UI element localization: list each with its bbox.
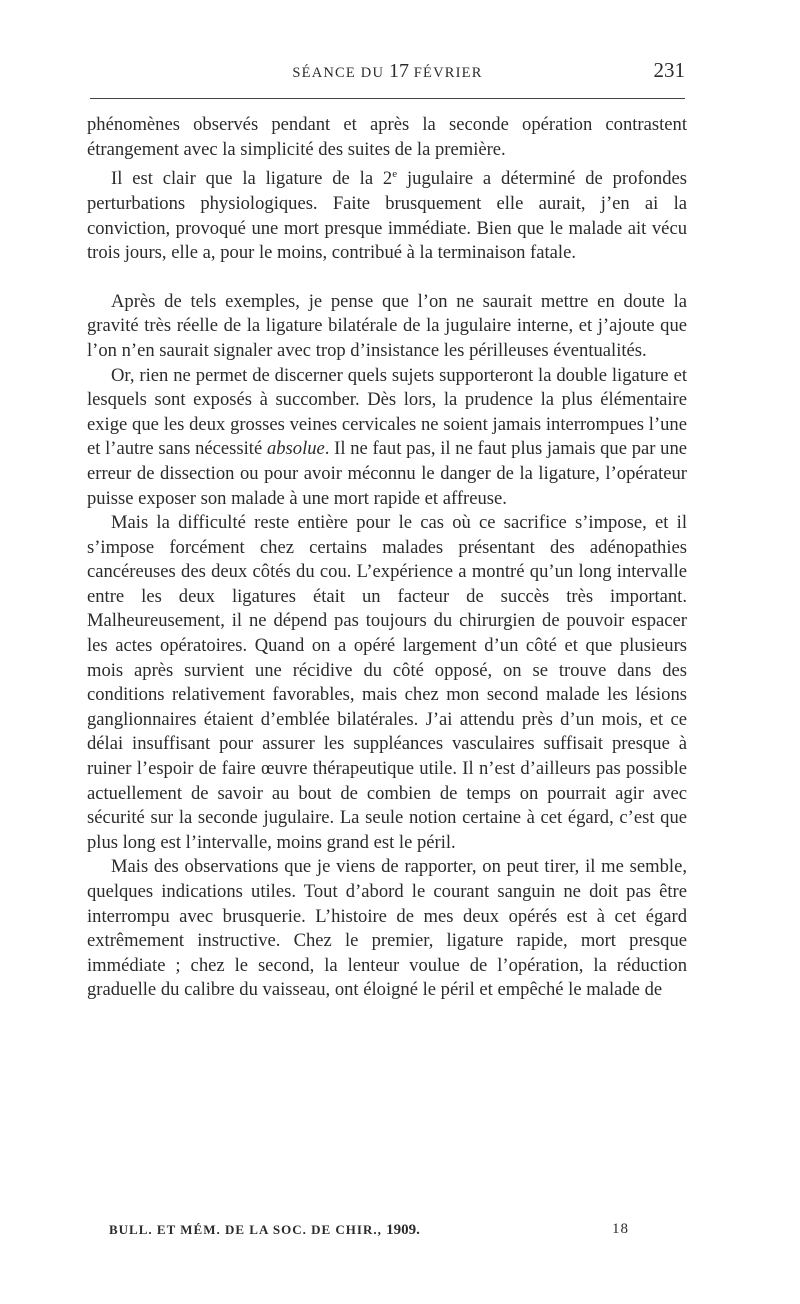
footer-journal: BULL. ET MÉM. DE LA SOC. DE CHIR., [109,1222,387,1237]
paragraph-6: Mais des observations que je viens de rapporter, on peut tirer, il me semble, quelques indications utiles. Tout d’abord le courant sanguin ne doit pas être interrompu avec brusquerie. L’histoire de mes deux opérés est à cet égard extrêmement instructive. Chez le premier, ligature rapide, mort presque immédiate ; chez le second, la lenteur voulue de l’opération, la réduction graduelle du calibre du vaisseau, ont éloigné le péril et empêché le malade de [87,856,687,1001]
running-title-part2: FÉVRIER [408,65,483,81]
paragraph-1: phénomènes observés pendant et après la seconde opération contrastent étrangement avec la simplicité des suites de la première. [87,114,687,160]
footer-year: 1909. [386,1222,420,1238]
running-title [90,60,685,83]
header-rule [90,98,685,99]
running-header [90,58,685,88]
paragraph-4-text-a: Or, rien ne permet de discerner quels sujets supporteront la double ligature et lesquels sont exposés à succomber. Dès lors, la prudence la plus élémentaire exige que les deux grosses veines cervicales ne soient jamais interrompues l’une et l’autre sans nécessité [87,364,687,460]
footer-signature-mark: 18 [612,1221,629,1237]
body-text [87,113,687,1003]
paragraph-2-text-b: jugulaire a déterminé de profondes perturbations physiologiques. Faite brusquement elle aurait, j’en ai la conviction, provoqué une mort presque immédiate. Bien que le malade ait vécu trois jours, elle a, pour le moins, contribué à la terminaison fatale. [87,168,687,264]
page-footer [109,1222,629,1239]
superscript-e: e [392,168,398,181]
emphasis-absolue: absolue [266,438,325,460]
page-number: 231 [653,58,685,82]
paragraph-4 [87,364,687,512]
paragraph-2 [87,162,687,266]
paragraph-2-text-a: Il est clair que la ligature de la 2 [111,168,393,190]
paragraph-3: Après de tels exemples, je pense que l’on ne saurait mettre en doute la gravité très réelle de la ligature bilatérale de la jugulaire interne, et j’ajoute que l’on n’en saurait signaler avec trop d’insistance les périlleuses éventualités. [87,290,687,361]
paragraph-4-text-b: . Il ne faut pas, il ne faut plus jamais que par une erreur de dissection ou pour avoir méconnu le danger de la ligature, l’opérateur puisse exposer son malade à une mort rapide et affreuse. [87,438,688,509]
paragraph-5: Mais la difficulté reste entière pour le cas où ce sacrifice s’impose, et il s’impose forcément chez certains malades présentant des adénopathies cancéreuses des deux côtés du cou. L’expérience a montré qu’un long intervalle entre les deux ligatures était un facteur de succès très important. Malheureusement, il ne dépend pas toujours du chirurgien de pouvoir espacer les actes opératoires. Quand on a opéré largement d’un côté et que plusieurs mois après survient une récidive du côté opposé, on se trouve dans des conditions relativement favorables, mais chez mon second malade les lésions ganglionnaires étaient d’emblée bilatérales. J’ai attendu près d’un mois, et ce délai insuffisant pour assurer les suppléances vasculaires suffisait presque à ruiner l’espoir de faire œuvre thérapeutique utile. Il n’est d’ailleurs pas possible actuellement de savoir au bout de combien de temps on pourrait agir avec sécurité sur la seconde jugulaire. La seule notion certaine à cet égard, c’est que plus long est l’intervalle, moins grand est le péril. [87,512,687,853]
running-title-day: 17 [388,60,409,82]
running-title-part1: SÉANCE DU [292,65,389,81]
